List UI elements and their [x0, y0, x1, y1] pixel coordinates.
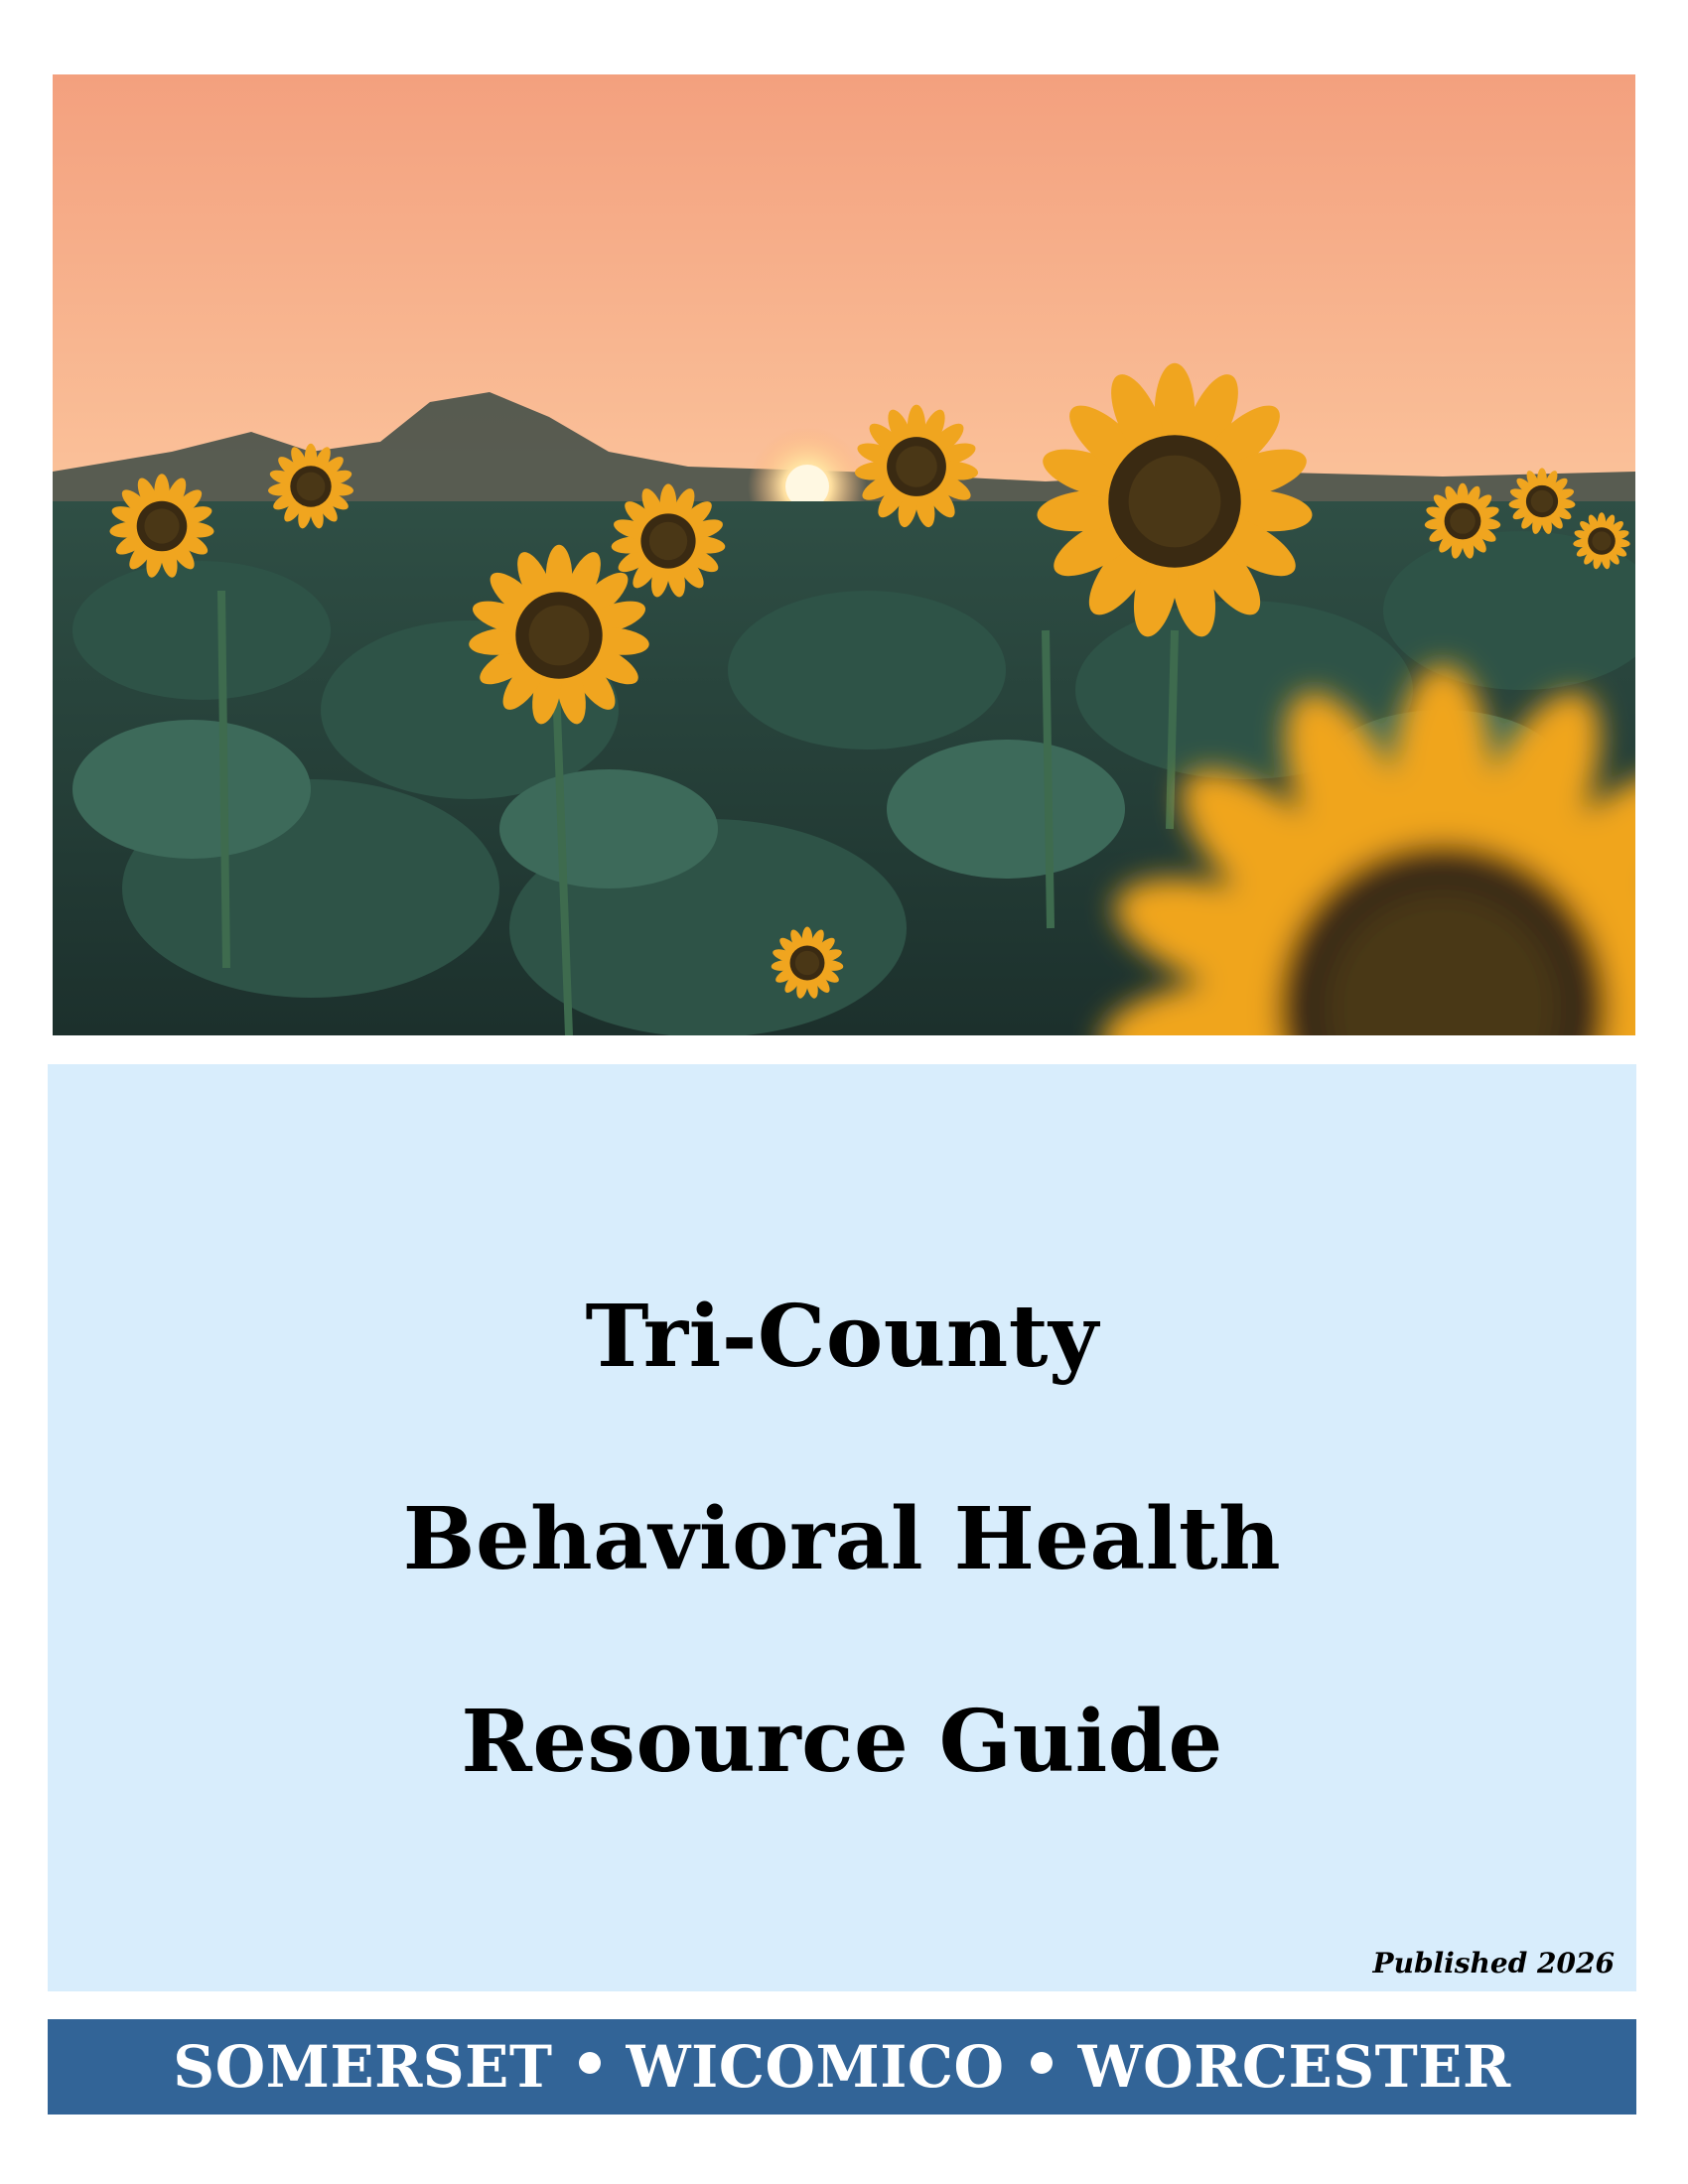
title-line-1: Tri-County	[585, 1287, 1099, 1387]
bullet-separator	[579, 2052, 601, 2074]
title-line-2: Behavioral Health	[402, 1489, 1282, 1589]
county-bar	[48, 2019, 1636, 2115]
cover-photo	[53, 74, 1635, 1035]
title-line-3: Resource Guide	[461, 1692, 1223, 1792]
sunflower-field-image	[53, 74, 1635, 1035]
county-wicomico: WICOMICO	[626, 2033, 1005, 2101]
bullet-separator	[1031, 2052, 1053, 2074]
published-date: Published 2026	[1372, 1947, 1615, 1979]
county-somerset: SOMERSET	[173, 2033, 553, 2101]
county-worcester: WORCESTER	[1077, 2033, 1511, 2101]
title-panel	[48, 1064, 1636, 1991]
